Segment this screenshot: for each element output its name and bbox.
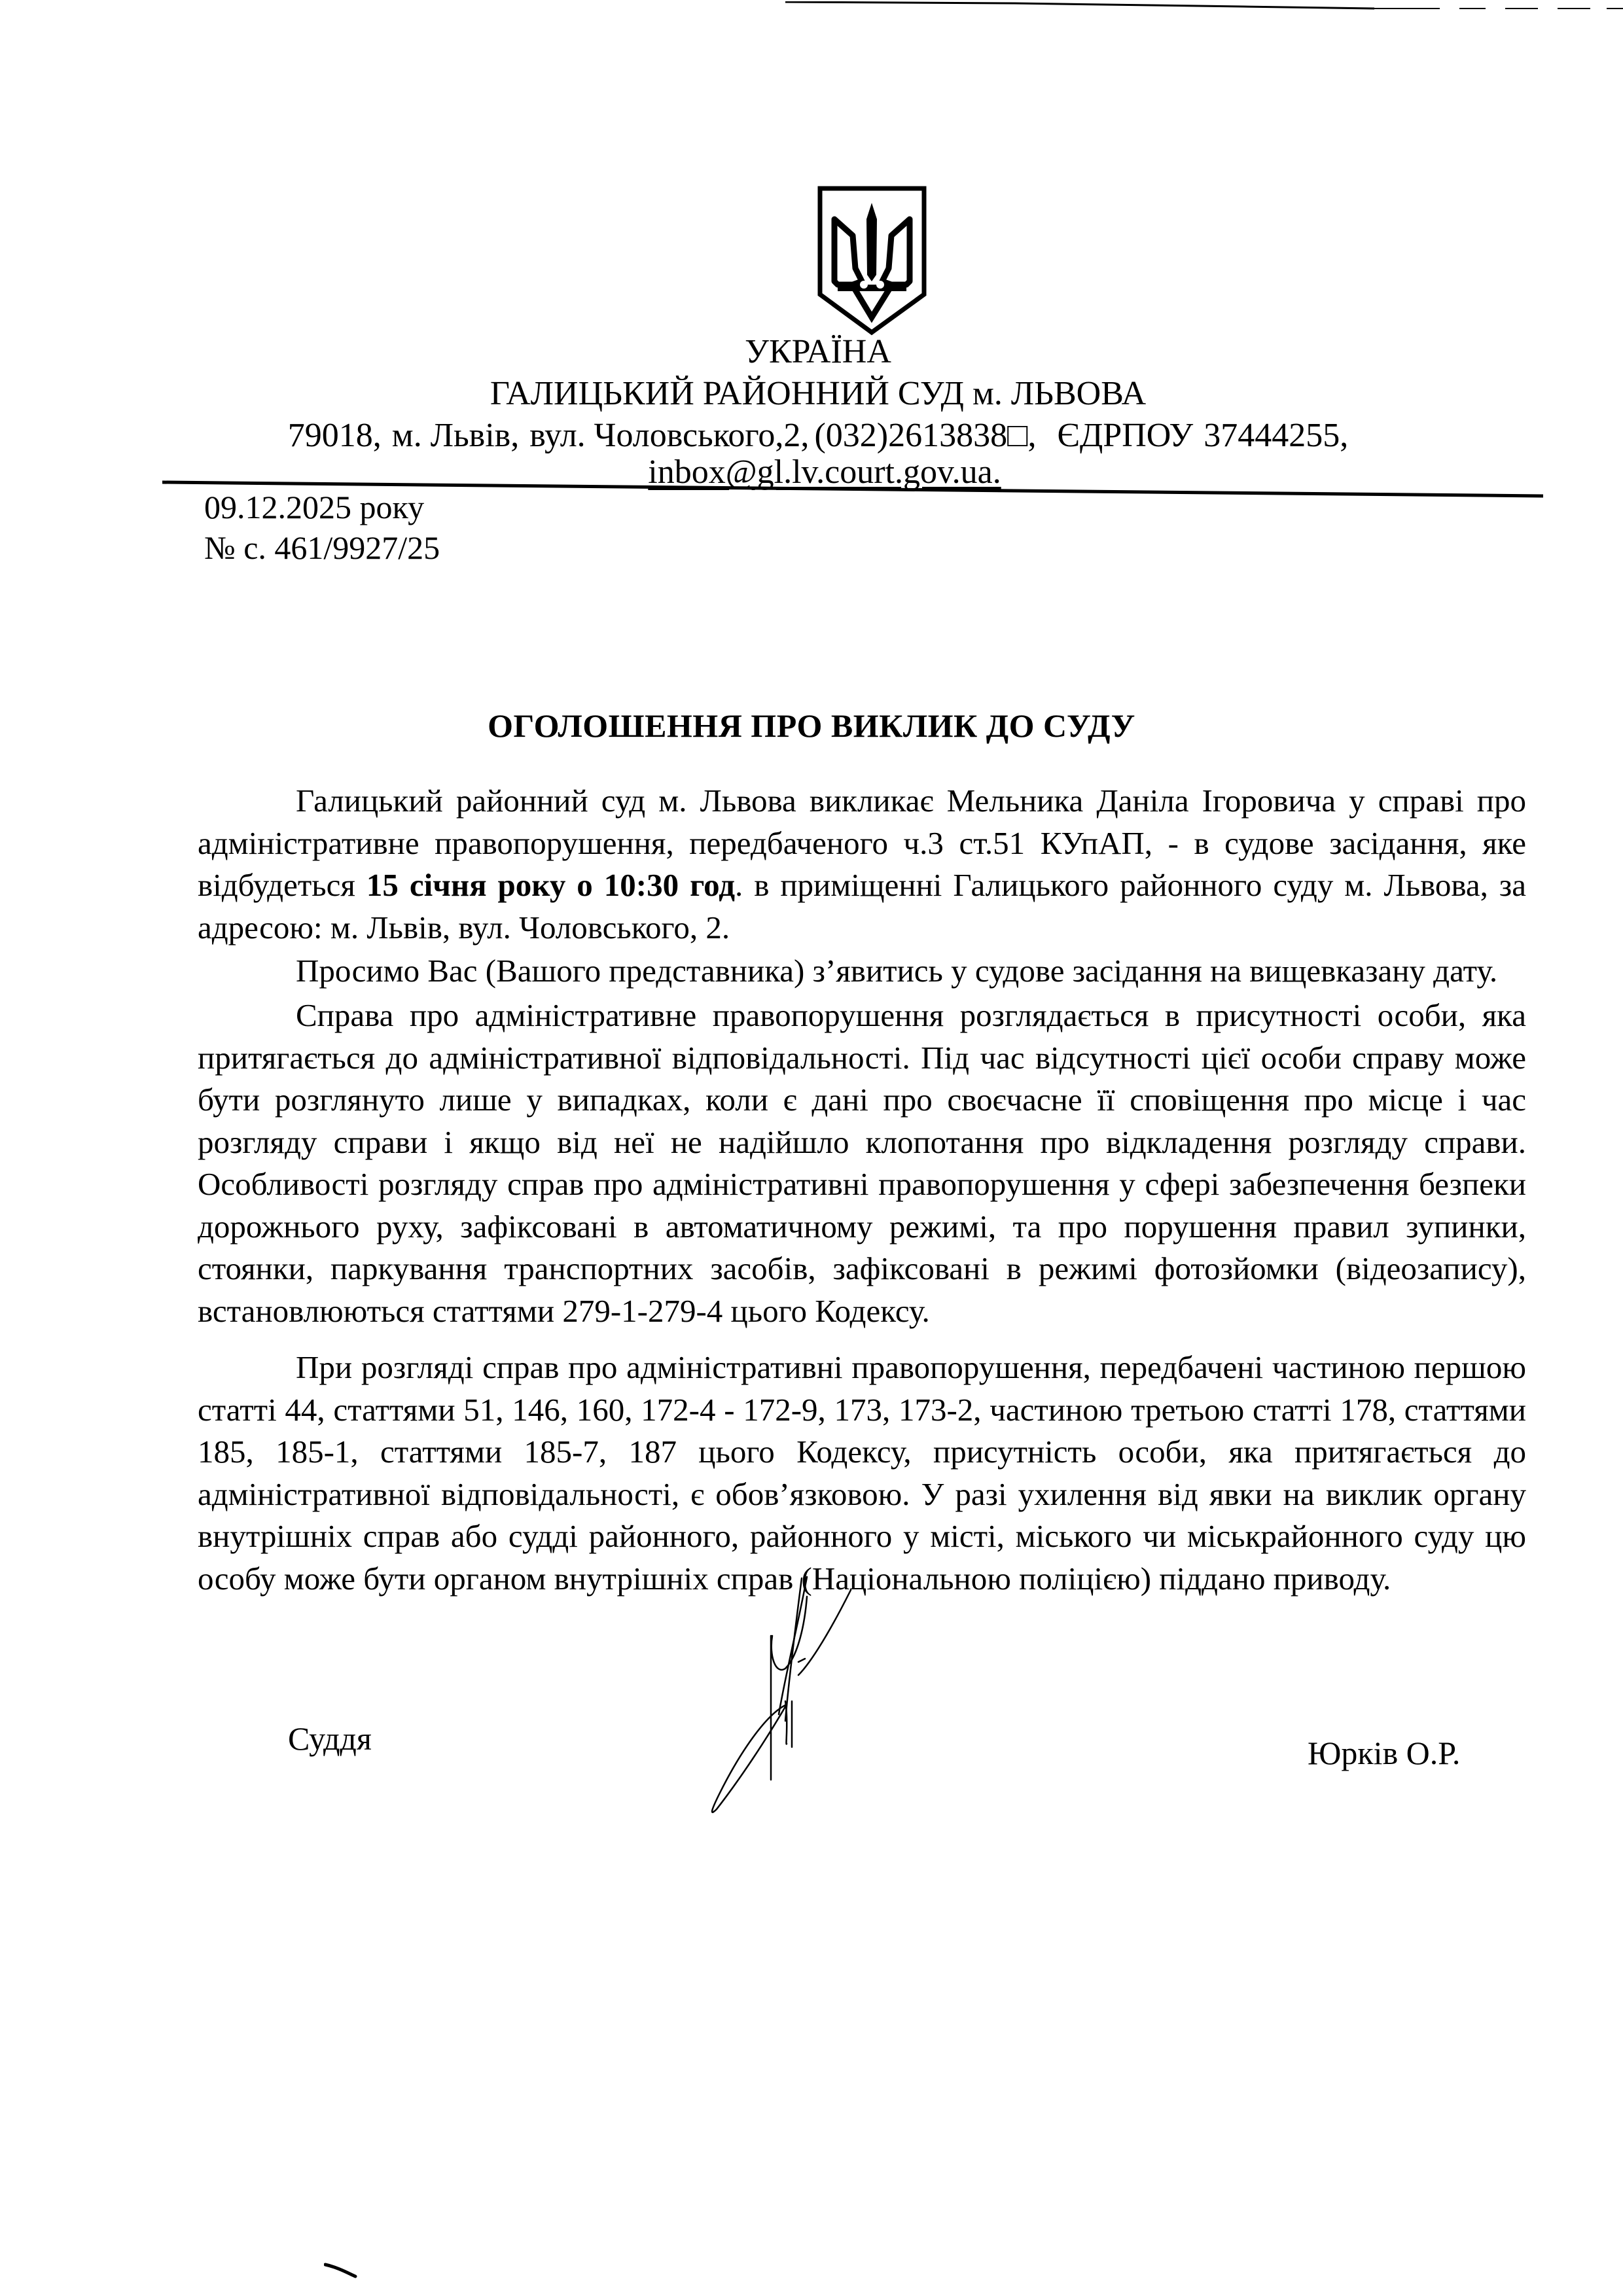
mandatory-presence-text: При розгляді справ про адміністративні правопорушення, передбачені частиною першою статті 44, статтями 51, 146, 160, 172-4 - 172-9, 173, 173-2, частиною третьою статті 178, статтями 185, 185-1, статтями 185-7, 187 цього Кодексу, присутність особи, яка притягається до адміністративної відповідальності, є обов’язковою. У разі ухилення від явки на виклик органу внутрішніх справ або судді районного, районного у місті, міського чи міськрайонного суду цю особу може бути органом внутрішніх справ (Національною поліцією) піддано приводу.	[198, 1349, 1526, 1597]
paragraph-request	[198, 950, 1526, 993]
case-number: № с. 461/9927/25	[204, 529, 440, 566]
paragraph-mandatory-presence	[198, 1347, 1526, 1600]
hearing-datetime: 15 січня року о 10:30 год	[366, 867, 735, 903]
summons-text: Галицький районний суд м. Львова викликає Мельника Даніла Ігоровича у справі про адміністративне правопорушення, передбаченого ч.3 ст.51 КУпАП, - в судове засідання, яке відбудеться	[198, 783, 1526, 903]
presence-rules-text: Справа про адміністративне правопорушення розглядається в присутності особи, яка притягається до адміністративної відповідальності. Під час відсутності цієї особи справу може бути розглянуто лише у випадках, коли є дані про своєчасне її сповіщення про місце і час розгляду справи і якщо від неї не надійшло клопотання про відкладення розгляду справи. Особливості розгляду справ про адміністративні правопорушення у сфері забезпечення безпеки дорожнього руху, зафіксовані в автоматичному режимі, та про порушення правил зупинки, стоянки, паркування транспортних засобів, зафіксовані в режимі фотозйомки (відеозапису), встановлюються статтями 279-1-279-4 цього Кодексу.	[198, 997, 1526, 1329]
court-address	[7, 416, 1623, 455]
trident-coat-of-arms-icon	[815, 183, 929, 337]
scan-edge-line	[785, 1, 1623, 13]
paragraph-presence-rules	[198, 995, 1526, 1332]
postcode: 79018,	[287, 417, 382, 454]
phone: (032)2613838□,	[814, 417, 1037, 454]
edrpou-code: 37444255,	[1204, 417, 1349, 454]
summons-location: . в приміщенні Галицького районного суду м. Львова, за адресою: м. Львів, вул. Чоловського, 2.	[198, 867, 1526, 945]
document-date: 09.12.2025 року	[204, 489, 425, 525]
edrpou-label: ЄДРПОУ	[1057, 417, 1194, 454]
handwritten-signature-icon	[589, 1570, 1014, 1865]
paragraph-summons	[198, 780, 1526, 949]
email-link[interactable]: inbox@gl.lv.court.gov.ua.	[648, 453, 1001, 491]
judge-label: Суддя	[288, 1720, 372, 1757]
request-text: Просимо Вас (Вашого представника) з’явитись у судове засідання на вищевказану дату.	[296, 953, 1498, 989]
document-title: ОГОЛОШЕННЯ ПРО ВИКЛИК ДО СУДУ	[488, 707, 1135, 744]
country-name: УКРАЇНА	[745, 333, 891, 370]
scan-mark	[324, 2261, 363, 2280]
street: вул. Чоловського,2,	[529, 417, 810, 454]
city: м. Львів,	[391, 417, 520, 454]
court-name: ГАЛИЦЬКИЙ РАЙОННИЙ СУД м. ЛЬВОВА	[490, 375, 1147, 412]
judge-name: Юрків О.Р.	[1308, 1735, 1461, 1771]
